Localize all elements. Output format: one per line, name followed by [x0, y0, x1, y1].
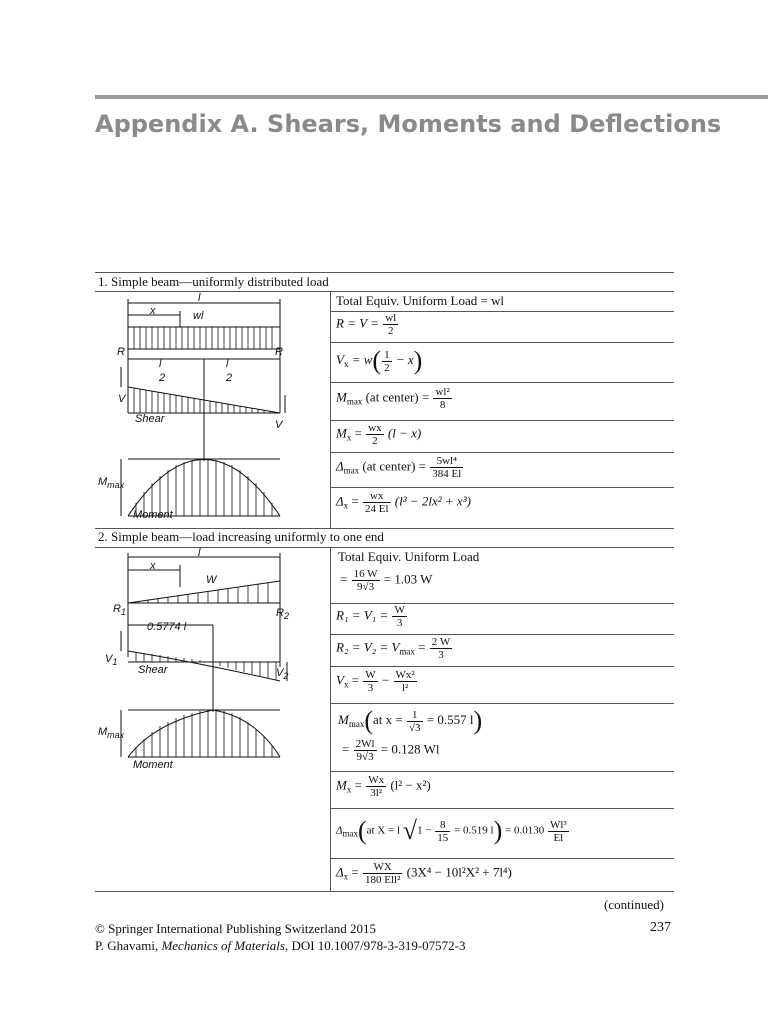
case1-deflection-at-x: $\Delta_x$ = $\frac{wx}{24 El}$ (l³ − 2lx² + x³): [336, 490, 471, 515]
case2-heading: 2. Simple beam—load increasing uniformly to one end: [98, 529, 384, 544]
span-length-label: l: [198, 547, 201, 559]
shear-right-label: $V_2$: [276, 667, 289, 681]
load-label: W: [206, 574, 217, 586]
case2-max-moment: $M_{max}(at$ x = $\frac{1}{√3}$ = 0.557 l): [338, 706, 483, 735]
shear-diagram-label: Shear: [138, 664, 168, 676]
case1-max-moment: $M_{max}$ (at center) = $\frac{\text{wl²}}{8}$: [336, 386, 450, 411]
case2-right-reaction: $R_2 = V_2 = V_{max}$ = $\frac{2 W}{3}$: [336, 636, 451, 661]
formula-row-divider: [330, 382, 674, 383]
table-column-divider: [330, 291, 331, 528]
max-moment-location-label: 0.5774 l: [147, 621, 187, 633]
half-span-right-den: 2: [226, 372, 233, 384]
shear-diagram-label: Shear: [135, 413, 165, 425]
formula-row-divider: [330, 420, 674, 421]
load-label: wl: [193, 310, 204, 322]
reaction-left-label: $R_1$: [113, 603, 126, 617]
table-rule: [95, 272, 674, 273]
case2-moment-at-x: $M_x$ = $\frac{Wx}{\text{3l²}}$ (l² − x²): [336, 774, 431, 799]
half-span-left-den: 2: [159, 372, 166, 384]
max-moment-label: $M_{max}$: [98, 476, 125, 490]
case1-moment-at-x: $M_x$ = $\frac{wx}{2}$ (l − x): [336, 422, 422, 447]
moment-diagram-label: Moment: [133, 509, 173, 521]
case1-shear-at-x: $V_x = w$( $\frac{1}{2}$ − x): [336, 346, 423, 375]
formula-row-divider: [330, 452, 674, 453]
citation-line: P. Ghavami, Mechanics of Materials, DOI 10.1007/978-3-319-07572-3: [95, 938, 466, 953]
header-rule: [95, 95, 768, 99]
moment-diagram-label: Moment: [133, 759, 173, 771]
page-number: 237: [650, 920, 671, 935]
shear-left-label: V: [118, 393, 126, 405]
reaction-right-label: R: [275, 346, 283, 358]
case1-reactions: R = V = $\frac{wl}{2}$: [336, 312, 397, 337]
case2-max-moment-value: = $\frac{2Wl}{9√3}$ = 0.128 Wl: [342, 738, 440, 763]
case2-total-load-value: = $\frac{16 W}{9√3}$ = 1.03 W: [340, 568, 433, 593]
case2-total-load-label: Total Equiv. Uniform Load: [338, 549, 480, 564]
case2-shear-at-x: $V_x$ = $\frac{W}{3}$ − $\frac{\text{Wx²}}{\text{l²}}$: [336, 669, 415, 694]
copyright-line: © Springer International Publishing Switzerland 2015: [95, 921, 377, 936]
max-moment-label: $M_{max}$: [98, 726, 125, 740]
case1-heading: 1. Simple beam—uniformly distributed load: [98, 274, 329, 289]
continued-note: (continued): [604, 897, 664, 912]
formula-row-divider: [330, 666, 674, 667]
reaction-left-label: R: [117, 346, 125, 358]
table-rule: [95, 891, 674, 892]
formula-row-divider: [330, 771, 674, 772]
formula-row-divider: [330, 634, 674, 635]
shear-right-label: V: [275, 419, 283, 431]
case1-total-load: Total Equiv. Uniform Load = wl: [336, 293, 505, 308]
formula-row-divider: [330, 342, 674, 343]
shear-left-label: $V_1$: [105, 653, 118, 667]
reaction-right-label: $R_2$: [276, 607, 289, 621]
case2-max-deflection: $\Delta_{max}(at$ X = l √1 − $\frac{8}{15}$ = 0.519 l) = 0.0130 $\frac{\text{Wl³}}{El}$: [336, 816, 567, 845]
table-column-divider: [330, 547, 331, 891]
formula-row-divider: [330, 487, 674, 488]
position-x-label: x: [150, 305, 156, 317]
span-length-label: l: [198, 292, 201, 304]
case1-max-deflection: $\Delta_{max}$ (at center) = $\frac{\text{5wl⁴}}{384 El}$: [336, 455, 462, 480]
page-title: Appendix A. Shears, Moments and Deflections: [95, 110, 722, 138]
case2-left-reaction: R₁ = V₁ = $\frac{W}{3}$: [336, 604, 405, 629]
case1-beam-diagram: [95, 291, 330, 528]
half-span-right-num: l: [226, 358, 229, 370]
half-span-left-num: l: [159, 358, 162, 370]
case2-deflection-at-x: $\Delta_x$ = WX 180 Ell² (3X⁴ − 10l²X² + 7l⁴): [336, 861, 512, 886]
formula-row-divider: [330, 858, 674, 859]
position-x-label: x: [150, 560, 156, 572]
formula-row-divider: [330, 808, 674, 809]
formula-row-divider: [330, 703, 674, 704]
